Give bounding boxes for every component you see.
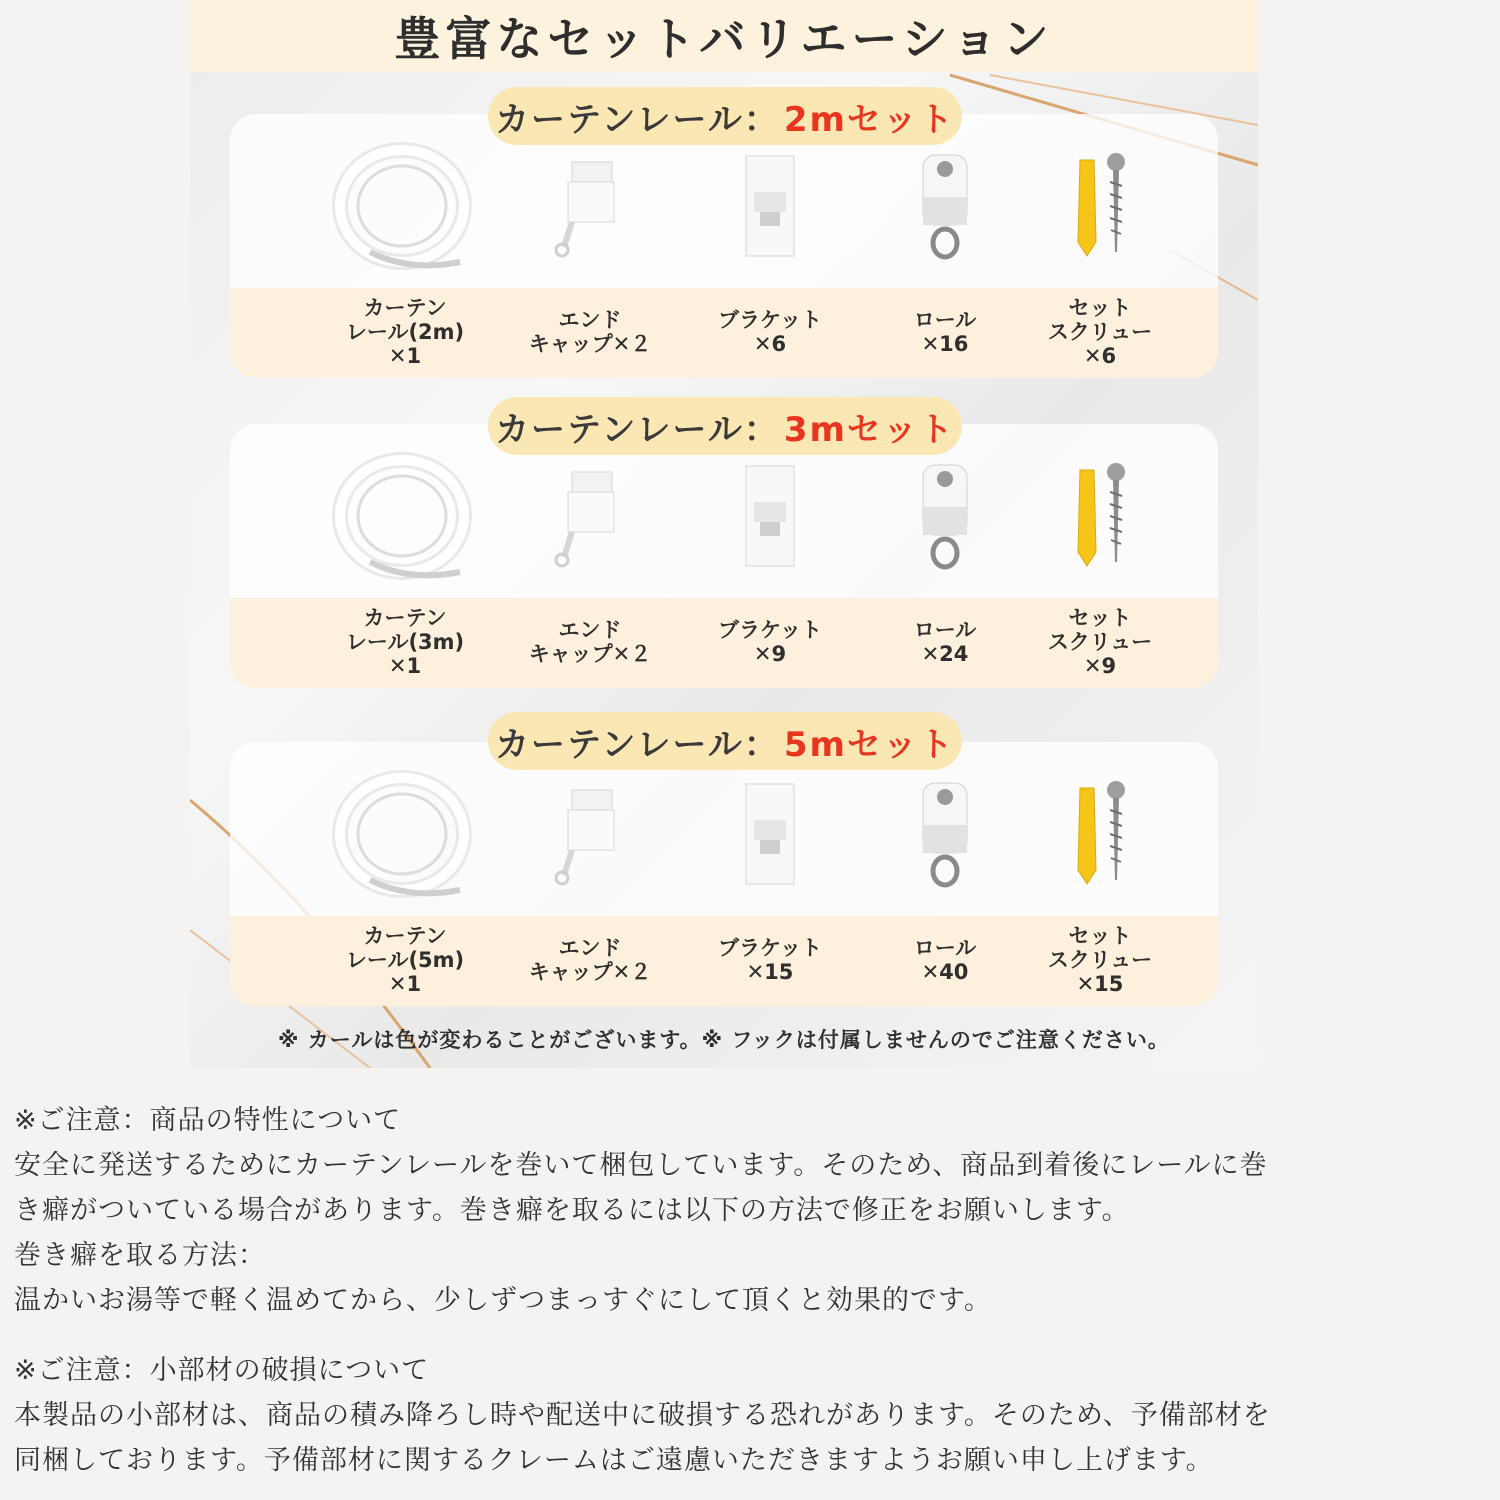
note-text: 本製品の小部材は、商品の積み降ろし時や配送中に破損する恐れがあります。そのため、予備部材を (14, 1400, 1271, 1431)
spacer (14, 1323, 1490, 1348)
item-label: セット スクリュー ✕9 (1047, 606, 1153, 678)
item-label: セット スクリュー ✕15 (1047, 924, 1153, 996)
note-text: 安全に発送するためにカーテンレールを巻いて梱包しています。そのため、商品到着後にレールに巻 (14, 1150, 1268, 1181)
item-rail (305, 742, 505, 1006)
item-screw (1000, 114, 1200, 378)
set-title-5m (488, 712, 962, 770)
bracket-image (670, 760, 870, 910)
item-label: ロール ✕40 (913, 936, 977, 984)
item-label: カーテン レール(3m) ✕1 (345, 606, 465, 678)
item-screw (1000, 424, 1200, 688)
product-sets-panel (190, 0, 1258, 1068)
notice-line: ※ カールは色が変わることがございます。※ フックは付属しませんのでご注意ください。 (278, 1028, 1170, 1052)
set-title-prefix: カーテンレール： (495, 99, 780, 140)
note-text: 同梱しております。予備部材に関するクレームはご遠慮いただきますようお願い申し上げます。 (14, 1445, 1214, 1476)
note-heading: ※ご注意：商品の特性について (14, 1105, 402, 1136)
set-title-prefix: カーテンレール： (495, 409, 780, 450)
set-card-3m (230, 424, 1218, 688)
set-size: 2mセット (783, 99, 955, 140)
set-card-2m (230, 114, 1218, 378)
note-text: き癖がついている場合があります。巻き癖を取るには以下の方法で修正をお願いします。 (14, 1195, 1130, 1226)
anchor-and-screw-image (1000, 760, 1200, 910)
item-rail (305, 424, 505, 688)
end-cap-image (490, 132, 690, 282)
item-label: カーテン レール(2m) ✕1 (345, 296, 465, 368)
item-screw (1000, 742, 1200, 1006)
anchor-and-screw-image (1000, 132, 1200, 282)
item-bracket (670, 114, 870, 378)
end-cap-image (490, 442, 690, 592)
set-title-3m (488, 397, 962, 455)
note-text: 温かいお湯等で軽く温めてから、少しずつまっすぐにして頂くと効果的です。 (14, 1285, 992, 1316)
item-label: エンド キャップ✕２ (528, 936, 652, 984)
page-title: 豊富なセットバリエーション (394, 12, 1054, 66)
item-label: ロール ✕16 (913, 308, 977, 356)
set-card-5m (230, 742, 1218, 1006)
item-endcap (490, 742, 690, 1006)
note-heading: ※ご注意：小部材の破損について (14, 1355, 430, 1386)
coiled-rail-image (305, 760, 505, 910)
set-size: 3mセット (783, 409, 955, 450)
item-label: カーテン レール(5m) ✕1 (345, 924, 465, 996)
item-rail (305, 114, 505, 378)
set-items (230, 114, 1218, 378)
item-endcap (490, 114, 690, 378)
item-label: ブラケット ✕9 (718, 618, 822, 666)
item-label: ロール ✕24 (913, 618, 977, 666)
bracket-image (670, 132, 870, 282)
coiled-rail-image (305, 442, 505, 592)
end-cap-image (490, 760, 690, 910)
item-label: エンド キャップ✕２ (528, 618, 652, 666)
coiled-rail-image (305, 132, 505, 282)
set-items (230, 424, 1218, 688)
item-label: ブラケット ✕15 (718, 936, 822, 984)
anchor-and-screw-image (1000, 442, 1200, 592)
item-bracket (670, 742, 870, 1006)
note-text: 巻き癖を取る方法： (14, 1240, 266, 1271)
notes-section (14, 1098, 1490, 1483)
item-endcap (490, 424, 690, 688)
set-items (230, 742, 1218, 1006)
set-size: 5mセット (783, 724, 955, 765)
bracket-image (670, 442, 870, 592)
item-label: エンド キャップ✕２ (528, 308, 652, 356)
item-bracket (670, 424, 870, 688)
item-label: ブラケット ✕6 (718, 308, 822, 356)
set-title-prefix: カーテンレール： (495, 724, 780, 765)
set-title-2m (488, 87, 962, 145)
item-label: セット スクリュー ✕6 (1047, 296, 1153, 368)
title-bar (190, 0, 1258, 72)
